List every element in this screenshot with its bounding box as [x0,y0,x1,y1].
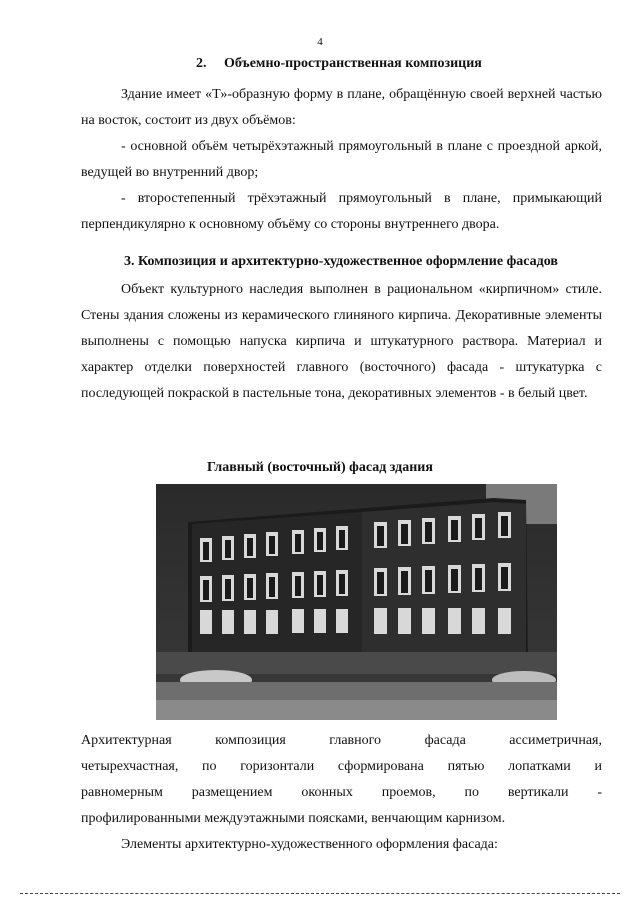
facade-elements-intro: Элементы архитектурно-художественного оформления фасада: [121,837,498,852]
facade-photo [156,484,557,720]
composition-line-2: четырехчастная, по горизонтали сформирована пятью лопатками и [81,759,602,774]
section-2-item-main-volume: - основной объём четырёхэтажный прямоугольный в плане с проездной аркой, ведущей во внутренний двор; [81,139,602,180]
page-number: 4 [317,36,323,48]
section-3-heading: 3. Композиция и архитектурно-художественное оформление фасадов [124,254,558,269]
composition-line-3: равномерным размещением оконных проемов, по вертикали - [81,785,602,800]
composition-line-1: Архитектурная композиция главного фасада ассиметричная, [81,733,602,748]
section-2-intro: Здание имеет «Т»-образную форму в плане, обращённую своей верхней частью на восток, состоит из двух объёмов: [81,87,602,128]
section-2-heading: 2. Объемно-пространственная композиция [196,56,482,71]
composition-line-4: профилированными междуэтажными поясками, венчающим карнизом. [81,811,506,826]
section-3-paragraph: Объект культурного наследия выполнен в рациональном «кирпичном» стиле. Стены здания сложены из керамического глиняного кирпича. Декоративные элементы выполнены с помощью напуска кирпича и штукатурного раствора. Материал и характер отделки поверхностей главного (восточного) фасада - штукатурка с последующей покраской в пастельные тона, декоративных элементов - в белый цвет. [81,282,602,401]
figure-caption: Главный (восточный) фасад здания [207,460,433,475]
section-2-item-secondary-volume: - второстепенный трёхэтажный прямоугольный в плане, примыкающий перпендикулярно к основному объёму со стороны внутреннего двора. [81,191,602,232]
footer-divider [20,893,620,894]
